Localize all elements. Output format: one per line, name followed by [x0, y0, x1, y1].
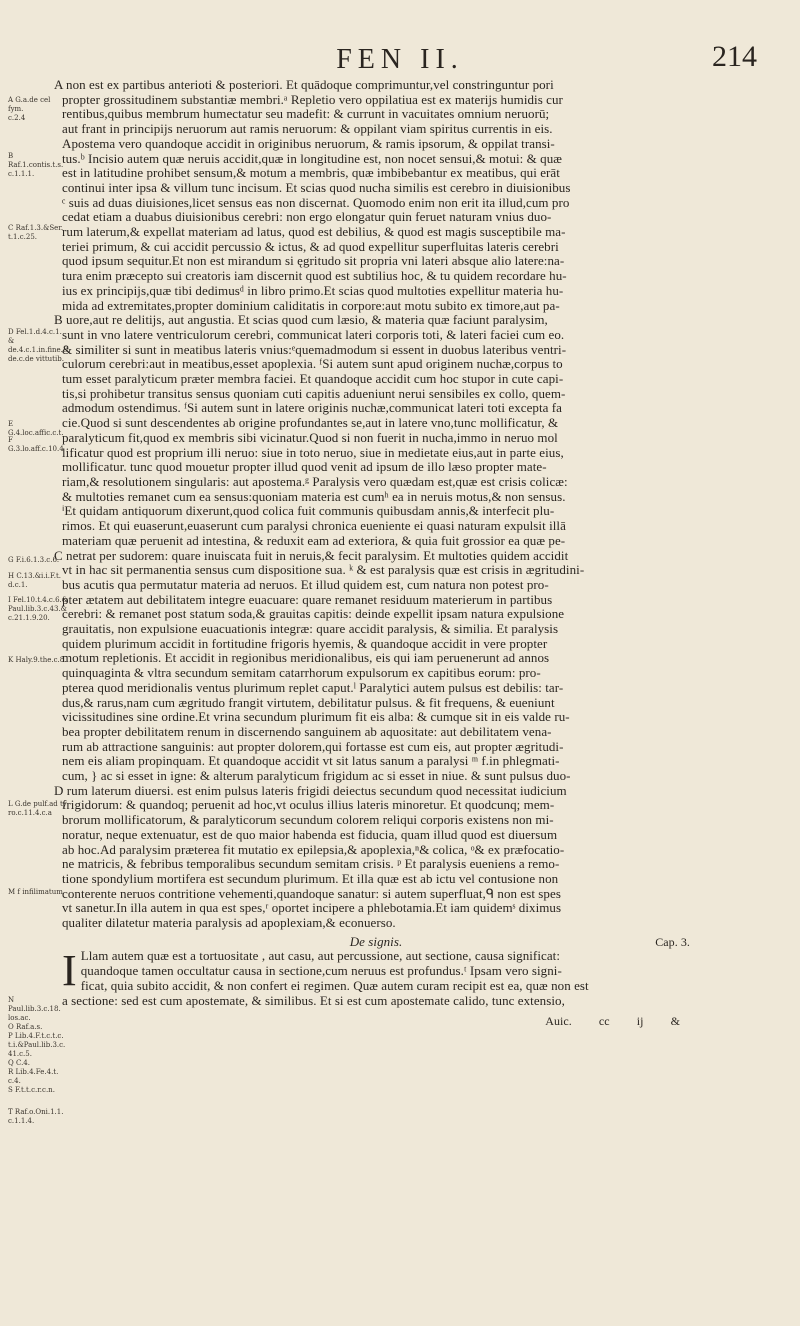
text-line: quandoque tamen occultatur causa in sectione,cum neruus est profundus.ᵗ Ipsam vero signi- [80, 964, 562, 979]
text-line: pterea quod meridionalis ventus plurimum replet caput.ˡ Paralytici autem pulsus est debilis: tar- [62, 680, 564, 695]
margin-note: C Raf.1.3.&Ser. t.1.c.25. [8, 224, 64, 241]
text-line: ᶜ suis ad duas diuisiones,licet sensus eas non discernat. Quomodo enim non erit ita illud,cum pro [62, 195, 570, 210]
text-line: a sectione: sed est cum apostemate, & similibus. Et si est cum apostemate calido, tunc extensio, [62, 993, 565, 1008]
text-line: cedat etiam a duabus diuisionibus cerebri: non ergo elongatur quin feruet naturam vnius duo- [62, 210, 552, 225]
chapter-number: Cap. 3. [655, 934, 690, 949]
margin-note: B Raf.1.contis.t.s. c.1.1.1. [8, 152, 64, 178]
text-line: pter ætatem aut debilitatem integre euacuare: quare remanet residuum materierum in partibus [62, 592, 553, 607]
chapter-lines [62, 946, 690, 1008]
text-line: frigidorum: & quandoq; peruenit ad hoc,vt oculus illius lateris minoretur. Et quodcunq; mem- [62, 798, 555, 813]
text-line: motum repletionis. Et accidit in regionibus meridionalibus, eis qui iam peruenerunt ad annos [62, 651, 550, 666]
margin-note: G F.i.6.1.3.c.6. [8, 556, 60, 564]
text-line: & similiter si sunt in meatibus lateris vnius:ᵉquemadmodum si essent in duobus lateribus ventri- [62, 342, 567, 357]
margin-notes [8, 96, 70, 1236]
text-line: teriei primum, & cui accidit percussio & ictus, & ad quod expellitur superfluitas lateris cerebri [62, 239, 559, 254]
text-line: sunt in vno latere ventriculorum cerebri, communicat lateri corporis toti, & lateri faciei cum eo. [62, 327, 565, 342]
text-line: riam,& resolutionem singularis: aut apostema.ᵍ Paralysis vero quædam est,quæ est crisis colicæ: [62, 474, 568, 489]
chapter-text [62, 946, 690, 1008]
text-line: grauitatis, non expulsione euacuationis integræ: quare accidit paralysis, & similia. Et paralysis [62, 622, 559, 637]
text-line: D rum laterum diuersi. est enim pulsus lateris frigidi deiectus secundum quod necessitat iudicium [54, 783, 567, 798]
margin-note: N Paul.lib.3.c.18. los.ac. O Raf.a.s. P Lib.4.F.t.c.t.c. t.i.&Paul.lib.3.c. 41.c.5. Q C.4. R Lib.4.Fe.4.t. c.4. S F.t.t.c.r.c.n. [8, 996, 66, 1094]
text-line: propter grossitudinem substantiæ membri.ᵃ Repletio vero oppilatiua est ex materijs humidis cur [62, 92, 563, 107]
text-line: Llam autem quæ est a tortuositate , aut casu, aut percussione, aut sectione, causa significat: [80, 949, 560, 964]
text-line: vicissitudines sine ordine.Et vrina secundum plurimum fit eis alba: & cumque sit in eis valde ru- [62, 710, 570, 725]
text-line: aut frant in principijs neruorum aut ramis neruorum: & oppilant viam spiritus currentis in eis. [62, 122, 553, 137]
margin-note: F G.3.lo.aff.c.10.4 [8, 436, 64, 453]
text-line: bus acutis qua permutatur materia ad neruos. Et illud quidem est, cum natura non potest pro- [62, 577, 549, 592]
text-line: qualiter dilatetur materia paralysis ad apoplexiam,& econuerso. [62, 916, 396, 931]
text-line: & multoties remanet cum ea sensus:quoniam materia est cumʰ ea in neruis motus,& non sensus. [62, 489, 566, 504]
margin-note: M f infilimatum [8, 888, 63, 896]
text-line: lificatur quod est proprium illi neruo: siue in toto neruo, siue in medietate eius,aut in parte eius, [62, 445, 564, 460]
text-line: tum esset paralyticum præter membra faciei. Et quandoque accidit cum hoc stupor in cute capi- [62, 372, 564, 387]
text-line: est in latitudine prohibet sensum,& motum a membris, quæ imbibebantur ex meatibus, qui erāt [62, 166, 560, 181]
text-line: tura enim præcepto sui creatoris iam discernit quod est subtilius hoc, & tu quidem recordare hu- [62, 269, 567, 284]
text-line: ab hoc.Ad paralysim præterea fit mutatio ex epilepsia,& apoplexia,ⁿ& colica, ᵒ& ex præfocatio- [62, 842, 565, 857]
text-line: brorum mollificatorum, & paralyticorum secundum colorem reliqui corporis existens non mi- [62, 813, 554, 828]
margin-note: L G.de pulf.ad ty ro.c.11.4.c.a [8, 800, 67, 817]
text-line: vt in hac sit permanentia sensus cum dispositione sua. ᵏ & est paralysis quæ est crisis in ægritudini- [62, 563, 585, 578]
text-line: ⁱEt quidam antiquorum dixerunt,quod colica fuit communis quibusdam annis,& interfecit plu- [62, 504, 555, 519]
text-line: rum laterum,& expellat materiam ad latus, quod est debilius, & quod est magis susceptibile ma- [62, 225, 566, 240]
text-line: rimos. Et qui euaserunt,euaserunt cum paralysi chronica eueniente ei quasi naturam expulsit illā [62, 519, 566, 534]
margin-note: H C.13.&i.i.F.t. d.c.1. [8, 572, 61, 589]
margin-note: E G.4.loc.affic.c.t. [8, 420, 64, 437]
catchwords: Auic. cc ij & [545, 1014, 680, 1029]
running-head: FEN II. [336, 44, 464, 75]
margin-note: T Raf.o.Oni.1.1. c.1.1.4. [8, 1108, 64, 1125]
text-line: vt sanetur.In illa autem in qua est spes,ʳ oportet incipere a phlebotamia.Et iam quidemˢ diximus [62, 901, 562, 916]
text-line: admodum ostendimus. ᶠSi autem sunt in latere originis nuchæ,communicat lateri toti excepta fa [62, 401, 563, 416]
text-line: Apostema vero quandoque accidit in originibus neruorum, & ramis ipsorum, & oppilat transi- [62, 136, 555, 151]
main-text-column [54, 78, 690, 1029]
text-line: tis,si prohibetur transitus sensus quoniam cuti capitis adueniunt nerui sensibiles ex collo, quem- [62, 386, 566, 401]
text-line: quidem plurimum accidit in fortitudine frigoris hyemis, & quandoque accidit in vere propter [62, 636, 548, 651]
text-line: cerebri: & remanet post statum soda,& grauitas capitis: deinde expellit ipsam natura expulsione [62, 607, 565, 622]
text-line: quod ipsum sequitur.Et non est mirandum si ęgritudo sit propria vni lateri absque alio latere:na- [62, 254, 565, 269]
section-heading [62, 935, 690, 950]
text-line: nem eis aliam propinquam. Et quandoque accidit vt sit latus sanum a paralysi ᵐ f.in phlegmati- [62, 754, 560, 769]
text-line: dus,& rarus,nam cum ægritudo frangit virtutem, debilitatur pulsus. & fit frequens, & eueniunt [62, 695, 555, 710]
text-line: rum ab attractione sanguinis: aut propter dolorem,qui fortasse est cum eis, aut propter ægritudi- [62, 739, 564, 754]
folio-number: 214 [712, 40, 757, 73]
margin-note: D Fel.1.d.4.c.1. & de.4.c.1.in.fine.& de.c.de vittutib. [8, 328, 70, 363]
text-line: ne matricis, & febribus temporalibus secundum semitam crisis. ᵖ Et paralysis eueniens a remo- [62, 857, 560, 872]
text-line: mida ad extremitates,propter dominium caliditatis in corpore:aut motu subito ex timore,aut pa- [62, 298, 560, 313]
margin-note: K Haly.9.the.c.8. [8, 656, 67, 664]
text-line: tus.ᵇ Incisio autem quæ neruis accidit,quæ in longitudine est, non nocet sensui,& motui: & quæ [62, 151, 563, 166]
text-line: continui inter ipsa & villum tunc incisum. Et scias quod nucha similis est cerebro in diuisionibus [62, 180, 571, 195]
text-line: A non est ex partibus anterioti & posteriori. Et quādoque comprimuntur,vel constringuntur pori [54, 78, 554, 92]
text-line: ius ex principijs,quæ tibi dedimusᵈ in libro primo.Et scias quod multoties expellitur materia hu- [62, 283, 564, 298]
body-text [54, 78, 690, 931]
margin-note: I Fel.10.t.4.c.6.& Paul.lib.3.c.43.& c.21.1.9.20. [8, 596, 68, 622]
text-line: mollificatur. tunc quod mouetur propter illud quod venit ad ipsum de illo læso propter mate- [62, 460, 547, 475]
text-line: cum, } ac si esset in igne: & alterum paralyticum frigidum ac si esset in niue. & sunt pulsus duo- [62, 769, 571, 784]
heading-title: De signis. [349, 933, 403, 949]
text-line: conterente neruos contritione vehementi,quandoque sanatur: si autem superfluat,ᑫ non est spes [62, 886, 561, 901]
text-line: ficat, quia subito accidit, & non confert ei regimen. Quæ autem curam recipit est ea, quæ non est [80, 978, 589, 993]
text-line: culorum cerebri:aut in meatibus,esset apoplexia. ᶠSi autem sunt apud originem nuchæ,corpus to [62, 357, 563, 372]
drop-capital: I [62, 946, 77, 996]
text-line: bea propter debilitatem renum in discernendo sanguinem ab aquositate: aut debilitatem vena- [62, 724, 552, 739]
text-line: noratur, neque extenuatur, est de quo maior habenda est fiducia, quam illud quod est diuersum [62, 827, 558, 842]
text-line: paralyticum fit,quod ex membris sibi vicinatur.Quod si non fuerit in nucha,immo in neruo mol [62, 430, 558, 445]
text-line: B uore,aut re delitijs, aut angustia. Et scias quod cum læsio, & materia quæ faciunt paralysim, [54, 313, 548, 328]
text-line: tione spondylium mortifera est secundum plurimum. Et illa quæ est ab ictu vel contusione non [62, 871, 559, 886]
margin-note: A G.a.de cel fym. c.2.4 [8, 96, 51, 122]
text-line: rentibus,quibus membrum humectatur seu madefit: & currunt in vacuitates omnium neruorū; [62, 107, 550, 122]
text-line: quinquaginta & vltra secundum semitam catarrhorum expulsorum ex capitibus eorum: pro- [62, 666, 541, 681]
text-line: cie.Quod si sunt descendentes ab origine profundantes se,aut in latere vno,tunc mollificatur, & [62, 416, 559, 431]
text-line: materiam quæ peruenit ad intestina, & reduxit eam ad exteriora, & quia fuit grossior ea quæ pe- [62, 533, 566, 548]
text-line: C netrat per sudorem: quare inuiscata fuit in neruis,& fecit paralysim. Et multoties quidem accidit [54, 548, 569, 563]
